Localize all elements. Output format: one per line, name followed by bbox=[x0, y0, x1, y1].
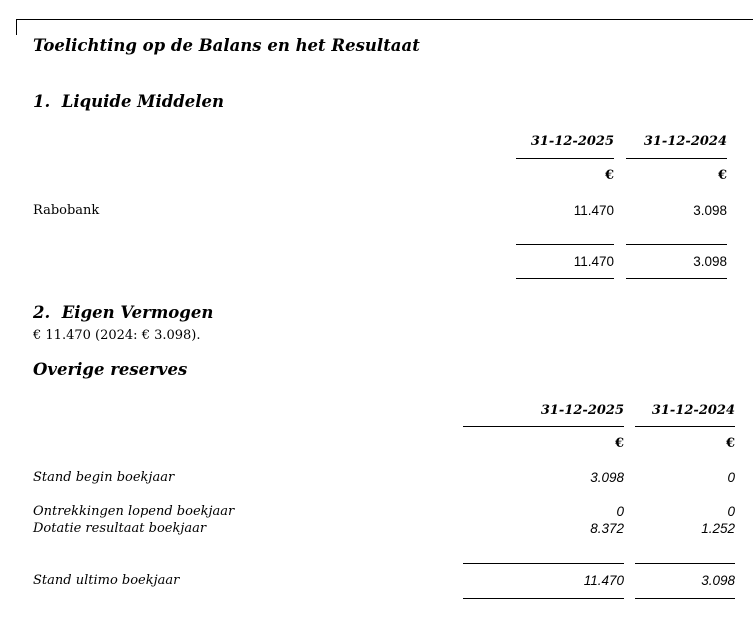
s2-col-2024-header-rule bbox=[635, 426, 735, 427]
s1-row-rabobank-label: Rabobank bbox=[33, 203, 100, 218]
section-2-number: 2. bbox=[33, 303, 51, 322]
s1-total-rule-2024 bbox=[626, 278, 727, 279]
s1-row-rabobank-2024: 3.098 bbox=[693, 203, 727, 218]
s2-total-label: Stand ultimo boekjaar bbox=[33, 573, 180, 588]
section-1-title: Liquide Middelen bbox=[61, 92, 225, 111]
s2-total-2024: 3.098 bbox=[701, 573, 735, 588]
s1-col-2025-header-rule bbox=[516, 158, 614, 159]
s2-col-2025-header: 31-12-2025 bbox=[540, 403, 624, 418]
s1-col-2024-header: 31-12-2024 bbox=[643, 134, 727, 149]
s1-col-2025-currency: € bbox=[604, 168, 614, 183]
s2-row-ontrekkingen-label: Ontrekkingen lopend boekjaar bbox=[33, 504, 235, 519]
s2-row-dotatie-label: Dotatie resultaat boekjaar bbox=[33, 521, 207, 536]
s2-total-rule-2024 bbox=[635, 598, 735, 599]
page-title: Toelichting op de Balans en het Resultaat bbox=[33, 36, 420, 55]
s2-total-2025: 11.470 bbox=[583, 573, 624, 588]
s1-total-2025: 11.470 bbox=[573, 254, 614, 269]
s1-subtotal-rule-2025 bbox=[516, 244, 614, 245]
s2-col-2024-currency: € bbox=[725, 436, 735, 451]
s1-total-2024: 3.098 bbox=[693, 254, 727, 269]
s1-col-2024-currency: € bbox=[717, 168, 727, 183]
s2-col-2024-header: 31-12-2024 bbox=[651, 403, 735, 418]
s2-col-2025-header-rule bbox=[463, 426, 624, 427]
s1-subtotal-rule-2024 bbox=[626, 244, 727, 245]
s2-row-dotatie-2024: 1.252 bbox=[701, 521, 735, 536]
section-2-title: Eigen Vermogen bbox=[61, 303, 214, 322]
s1-col-2025-header: 31-12-2025 bbox=[530, 134, 614, 149]
s2-subtotal-rule-2025 bbox=[463, 563, 624, 564]
section-2-heading bbox=[33, 303, 213, 322]
s2-total-rule-2025 bbox=[463, 598, 624, 599]
page-frame-top bbox=[16, 19, 753, 20]
s2-row-ontrekkingen-2025: 0 bbox=[616, 504, 624, 519]
s1-col-2024-header-rule bbox=[626, 158, 727, 159]
section-2-summary: € 11.470 (2024: € 3.098). bbox=[33, 328, 201, 343]
s1-row-rabobank-2025: 11.470 bbox=[573, 203, 614, 218]
section-1-number: 1. bbox=[33, 92, 51, 111]
s2-row-ontrekkingen-2024: 0 bbox=[727, 504, 735, 519]
s2-row-begin-2025: 3.098 bbox=[590, 470, 624, 485]
s2-row-dotatie-2025: 8.372 bbox=[590, 521, 624, 536]
page-frame-left bbox=[16, 19, 17, 35]
s2-row-begin-label: Stand begin boekjaar bbox=[33, 470, 175, 485]
s1-total-rule-2025 bbox=[516, 278, 614, 279]
s2-subtotal-rule-2024 bbox=[635, 563, 735, 564]
s2-row-begin-2024: 0 bbox=[727, 470, 735, 485]
overige-reserves-heading: Overige reserves bbox=[33, 360, 188, 379]
section-1-heading bbox=[33, 92, 224, 111]
s2-col-2025-currency: € bbox=[614, 436, 624, 451]
